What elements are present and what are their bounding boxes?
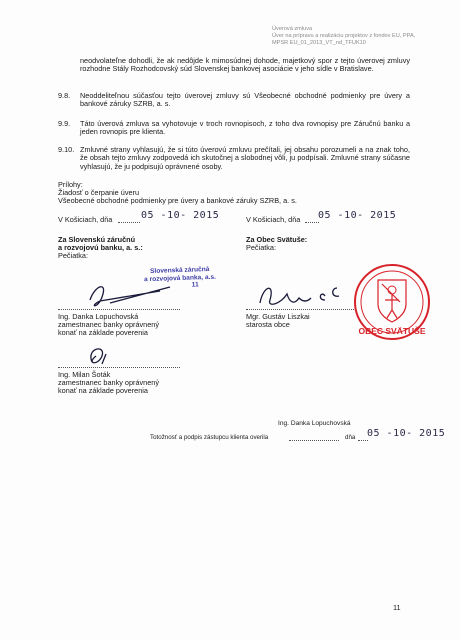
intro-paragraph: neodvolateľne dohodli, že ak nedôjde k mimosúdnej dohode, majetkový spor z tejto úverovej zmluvy rozhodne Stály Rozhodcovský súd Slovenskej bankovej asociácie v jeho sídle v Bratislave. — [80, 56, 410, 74]
date-dotted-line — [118, 222, 140, 223]
handwritten-date-left: 05 -10- 2015 — [141, 210, 220, 221]
bank-stamp-line: a rozvojová banka, a.s. — [143, 273, 217, 283]
clause-number: 9.10. — [58, 145, 75, 154]
bank-stamp-line: 11 — [191, 281, 199, 289]
signatory-role: zamestnanec banky oprávnený — [58, 320, 160, 329]
signatory-role: starosta obce — [246, 320, 290, 329]
attachments-heading: Prílohy: — [58, 180, 83, 189]
verification-dotted-line — [358, 440, 368, 441]
clause-number: 9.8. — [58, 91, 71, 100]
signatory-name: Mgr. Gustáv Liszkai — [246, 312, 310, 321]
party-right-stamp-label: Pečiatka: — [246, 243, 277, 252]
verification-name: Ing. Danka Lopuchovská — [278, 420, 351, 427]
verification-label: Totožnosť a podpis zástupcu klienta overila — [150, 434, 269, 441]
document-header — [272, 26, 452, 47]
signatory-role: konať na základe poverenia — [58, 386, 148, 395]
verification-date-label: dňa — [345, 434, 356, 441]
signature-liszkai — [255, 278, 345, 313]
signatory-name: Ing. Milan Šoták — [58, 370, 111, 379]
clause-text: Táto úverová zmluva sa vyhotovuje v troch rovnopisoch, z toho dva rovnopisy pre Záručnú banku a jeden rovnopis pre klienta. — [80, 119, 410, 137]
signatory-role: konať na základe poverenia — [58, 328, 148, 337]
attachment-item: Všeobecné obchodné podmienky pre úvery a bankové záruky SZRB, a. s. — [58, 196, 297, 205]
bank-stamp-line: Slovenská záručná — [149, 265, 210, 276]
signatory-role: zamestnanec banky oprávnený — [58, 378, 160, 387]
attachment-item: Žiadosť o čerpanie úveru — [58, 188, 140, 197]
clause-number: 9.9. — [58, 119, 71, 128]
clause-text: Neoddeliteľnou súčasťou tejto úverovej zmluvy sú Všeobecné obchodné podmienky pre úvery a bankové záruky SZRB, a. s. — [80, 91, 410, 109]
page-number: 11 — [393, 603, 401, 612]
clause-text: Zmluvné strany vyhlasujú, že si túto úverovú zmluvu prečítali, jej obsahu porozumeli a na znak toho, že obsah tejto zmluvy zodpovedá ich skutočnej a slobodnej vôli, ju podpísali. Zmluvné strany súčasne vyhlasujú, že ju podpisujú oprávnené osoby. — [80, 145, 410, 171]
header-line: Úver na prípravu a realizáciu projektov z fondov EU, PPA, — [272, 33, 416, 39]
header-line: Úverová zmluva — [272, 26, 313, 32]
municipal-seal — [352, 262, 432, 342]
place-date-label-right: V Košiciach, dňa — [246, 215, 301, 224]
date-dotted-line — [305, 222, 319, 223]
handwritten-date-right: 05 -10- 2015 — [318, 210, 397, 221]
signature-line — [58, 309, 180, 310]
place-date-label-left: V Košiciach, dňa — [58, 215, 113, 224]
signature-line — [246, 309, 356, 310]
party-left-name: Za Slovenskú záručnú — [58, 235, 136, 244]
party-left-stamp-label: Pečiatka: — [58, 251, 89, 260]
signatory-name: Ing. Danka Lopuchovská — [58, 312, 139, 321]
signature-line — [58, 367, 180, 368]
party-right-name: Za Obec Svätuše: — [246, 235, 308, 244]
verification-dotted-line — [289, 440, 339, 441]
seal-text: OBEC SVÄTUŠE — [358, 326, 426, 336]
party-left-name: a rozvojovú banku, a. s.: — [58, 243, 143, 252]
verification-handwritten-date: 05 -10- 2015 — [367, 428, 446, 439]
header-line: MPSR EU_01_2013_VT_nd_TFUK10 — [272, 40, 366, 46]
